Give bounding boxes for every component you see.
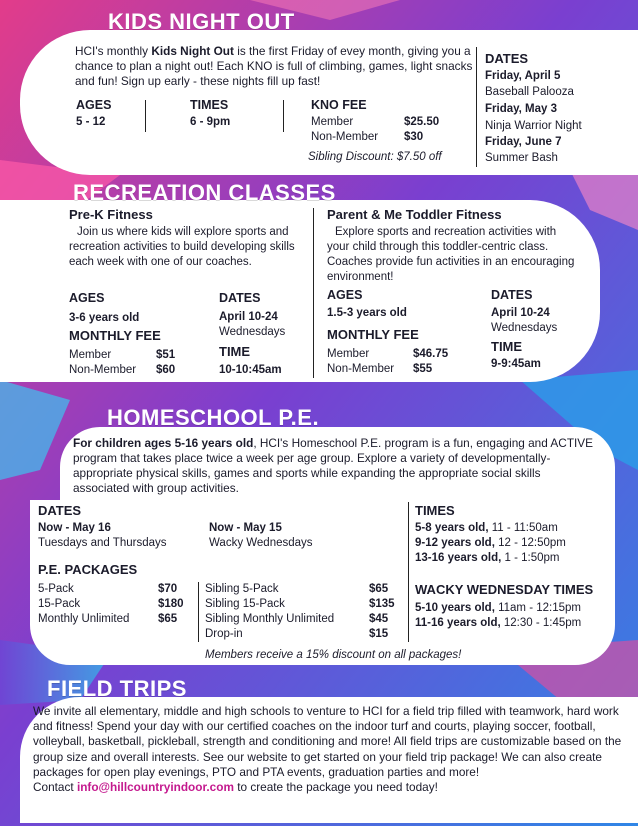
hs-time-row: 5-8 years old, 11 - 11:50am [415,522,558,534]
prek-time-label: TIME [219,344,251,359]
kno-nonmember-fee: $30 [404,131,424,143]
prek-nonmember-label: Non-Member [69,364,137,376]
package-name: 15-Pack [38,598,81,610]
hs-packages-label: P.E. PACKAGES [38,562,138,577]
hs-wacky-row: 5-10 years old, 11am - 12:15pm [415,602,581,614]
package-price: $65 [158,613,178,625]
sibling-package-price: $135 [369,598,395,610]
kno-event-3: Summer Bash [485,152,558,164]
prek-nonmember-fee: $60 [156,364,176,376]
kno-sibling-discount: Sibling Discount: $7.50 off [308,151,442,163]
kno-date-2: Friday, May 3 [485,103,558,115]
kno-times-label: TIMES [190,98,229,112]
prek-desc: Join us where kids will explore sports and recreation activities to build developing skills each week with one of our coaches. [69,226,295,268]
divider [145,100,146,132]
package-name: Monthly Unlimited [38,613,130,625]
toddler-nonmember-fee: $55 [413,363,433,375]
sibling-package-price: $15 [369,628,389,640]
homeschool-title: HOMESCHOOL P.E. [107,405,320,430]
prek-days: Wednesdays [219,326,286,338]
toddler-desc: Explore sports and recreation activities with your child through this toddler-centric class. Coaches provide fun activities in an encouraging environment! [327,226,575,283]
toddler-nonmember-label: Non-Member [327,363,395,375]
kno-fee-label: KNO FEE [311,98,367,112]
sibling-package-name: Sibling Monthly Unlimited [205,613,335,625]
toddler-fee-label: MONTHLY FEE [327,327,419,342]
homeschool-intro: For children ages 5-16 years old, HCI's Homeschool P.E. program is a fun, engaging and ACTIVE program that takes place twice a week per age group. Explore a variety of developmentally-appropriate physical skills, games and sports while expanding the appropriate social skills associated with group activities. [73,436,594,495]
hs-date1-range: Now - May 16 [38,522,111,534]
hs-wacky-label: WACKY WEDNESDAY TIMES [415,582,594,597]
sibling-package-price: $45 [369,613,389,625]
toddler-time-value: 9-9:45am [491,358,541,370]
package-price: $180 [158,598,184,610]
sibling-package-name: Sibling 5-Pack [205,583,279,595]
divider [408,502,409,642]
kno-date-3: Friday, June 7 [485,136,562,148]
hs-date1-days: Tuesdays and Thursdays [38,537,167,549]
hs-time-row: 9-12 years old, 12 - 12:50pm [415,537,566,549]
hs-time-row: 13-16 years old, 1 - 1:50pm [415,552,560,564]
divider [313,208,314,378]
kno-ages-value: 5 - 12 [76,116,106,128]
rec-title: RECREATION CLASSES [73,180,336,205]
kno-ages-label: AGES [76,98,112,112]
sibling-package-name: Sibling 15-Pack [205,598,285,610]
kno-dates-label: DATES [485,51,529,66]
kno-intro: HCI's monthly Kids Night Out is the first Friday of evey month, giving you a chance to plan a night out! Each KNO is full of climbing, games, light snacks and fun! Sign up early - these nights fill up fast! [75,44,473,88]
kno-event-1: Baseball Palooza [485,86,574,98]
toddler-time-label: TIME [491,339,523,354]
prek-ages-label: AGES [69,291,105,305]
kno-title: KIDS NIGHT OUT [108,9,295,34]
toddler-member-fee: $46.75 [413,348,449,360]
hs-dates-label: DATES [38,503,82,518]
hs-date2-days: Wacky Wednesdays [209,537,313,549]
package-name: 5-Pack [38,583,74,595]
sibling-package-price: $65 [369,583,389,595]
kno-member-label: Member [311,116,354,128]
hs-wacky-row: 11-16 years old, 12:30 - 1:45pm [415,617,582,629]
prek-time-value: 10-10:45am [219,364,282,376]
prek-name: Pre-K Fitness [69,207,153,222]
email-link[interactable]: info@hillcountryindoor.com [76,780,234,795]
toddler-member-label: Member [327,348,370,360]
kno-event-2: Ninja Warrior Night [485,120,582,132]
kno-times-value: 6 - 9pm [190,116,231,128]
prek-member-fee: $51 [156,349,176,361]
hs-members-note: Members receive a 15% discount on all packages! [205,649,462,661]
sibling-package-name: Drop-in [205,628,243,640]
hs-times-label: TIMES [415,503,455,518]
toddler-dates-label: DATES [491,288,533,302]
toddler-days: Wednesdays [491,322,558,334]
divider [198,582,199,642]
toddler-ages-value: 1.5-3 years old [327,307,407,319]
prek-dates-label: DATES [219,291,261,305]
toddler-dates-value: April 10-24 [491,307,550,319]
prek-ages-value: 3-6 years old [69,312,140,324]
package-price: $70 [158,583,178,595]
prek-dates-value: April 10-24 [219,311,278,323]
kno-nonmember-label: Non-Member [311,131,379,143]
field-title: FIELD TRIPS [47,676,187,701]
toddler-ages-label: AGES [327,288,363,302]
divider [283,100,284,132]
field-body: We invite all elementary, middle and high schools to venture to HCI for a field trip filled with teamwork, hard work and fitness! Spend your day with our certified coaches on the indoor turf and courts, playing soccer, football, volleyball, basketball, pickleball, strength and conditioning and more! All field trips are customizable based on the group size and overall interests. See our website to get started on your field trip package! We can also create packages for open play evenings, PTO and PTA events, graduation parties and more! Contact info@hillcountryindoor.com to create the package you need today! [33,704,622,795]
toddler-name: Parent & Me Toddler Fitness [327,207,502,222]
hs-date2-range: Now - May 15 [209,522,282,534]
divider [476,47,477,167]
prek-fee-label: MONTHLY FEE [69,328,161,343]
kno-date-1: Friday, April 5 [485,70,561,82]
kno-member-fee: $25.50 [404,116,440,128]
prek-member-label: Member [69,349,112,361]
